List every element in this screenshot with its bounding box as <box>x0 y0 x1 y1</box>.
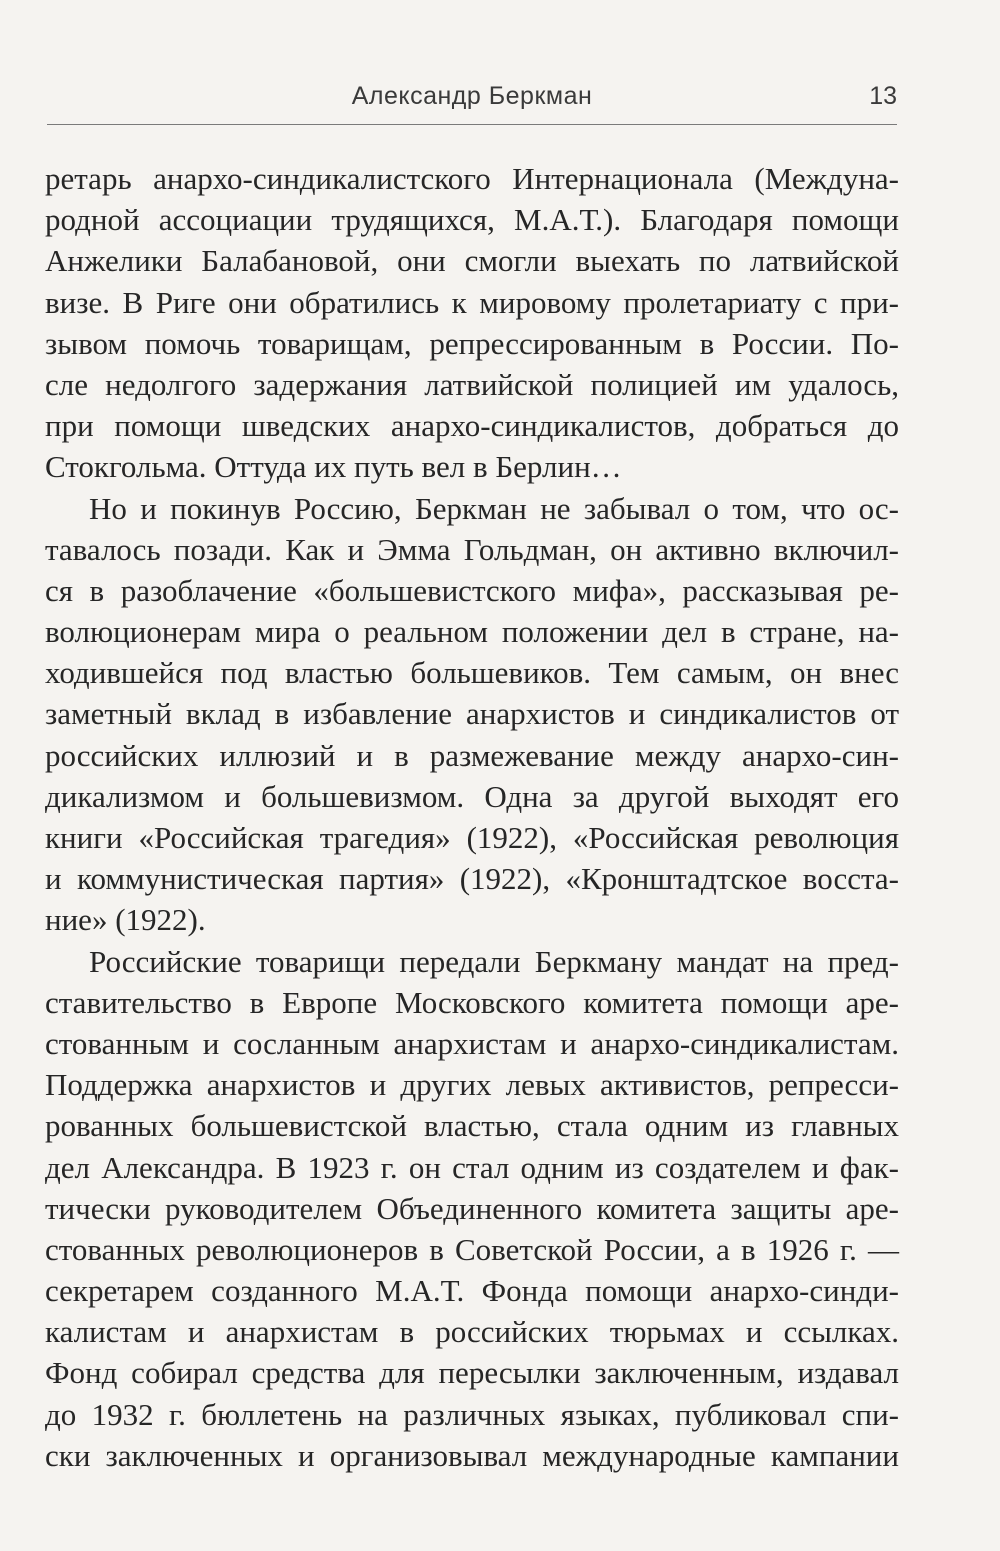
text-line: ние» (1922). <box>45 902 206 938</box>
text-line: ходившейся под властью большевиков. Тем самым, он внес <box>45 655 899 691</box>
text-line: ретарь анархо-синдикалистского Интернационала (Междуна- <box>45 161 899 196</box>
text-line: российских иллюзий и в размежевание между анархо-син- <box>45 737 899 773</box>
header-rule <box>47 124 897 125</box>
running-head-title: Александр Беркман <box>351 82 593 110</box>
text-line: ся в разоблачение «большевистского мифа», рассказывая ре- <box>45 572 899 608</box>
text-line: Анжелики Балабановой, они смогли выехать по латвийской <box>45 243 899 279</box>
text-line: книги «Российская трагедия» (1922), «Российская революция <box>45 820 899 855</box>
text-line: рованных большевистской властью, стала одним из главных <box>45 1108 899 1144</box>
text-line: Но и покинув Россию, Беркман не забывал о том, что ос- <box>89 490 899 526</box>
text-line: заметный вклад в избавление анархистов и синдикалистов от <box>45 696 899 732</box>
paragraph <box>45 488 899 941</box>
text-line: тавалось позади. Как и Эмма Гольдман, он активно включил- <box>45 531 899 567</box>
text-line: калистам и анархистам в российских тюрьмах и ссылках. <box>45 1314 899 1350</box>
text-line: ски заключенных и организовывал международные кампании <box>45 1437 899 1473</box>
text-line: и коммунистическая партия» (1922), «Кронштадтское восста- <box>45 861 899 897</box>
text-line: дикализмом и большевизмом. Одна за другой выходят его <box>45 778 899 814</box>
text-line: Фонд собирал средства для пересылки заключенным, издавал <box>45 1355 899 1391</box>
text-line: родной ассоциации трудящихся, М.А.Т.). Благодаря помощи <box>45 202 899 238</box>
text-line: тически руководителем Объединенного комитета защиты аре- <box>45 1190 899 1226</box>
text-line: дел Александра. В 1923 г. он стал одним из создателем и фак- <box>45 1149 899 1185</box>
text-line: стованным и сосланным анархистам и анархо-синдикалистам. <box>45 1025 899 1061</box>
text-line: при помощи шведских анархо-синдикалистов, добраться до <box>45 408 899 444</box>
text-line: ставительство в Европе Московского комитета помощи аре- <box>45 984 899 1020</box>
paragraph <box>45 941 899 1476</box>
text-line: волюционерам мира о реальном положении дел в стране, на- <box>45 614 899 650</box>
running-head <box>47 82 897 122</box>
page-number: 13 <box>869 82 897 110</box>
text-line: зывом помочь товарищам, репрессированным в России. По- <box>45 325 899 361</box>
text-line: Поддержка анархистов и других левых активистов, репресси- <box>45 1067 899 1103</box>
text-line: Стокгольма. Оттуда их путь вел в Берлин… <box>45 449 622 485</box>
text-line: до 1932 г. бюллетень на различных языках, публиковал спи- <box>45 1396 899 1432</box>
text-line: сле недолгого задержания латвийской полицией им удалось, <box>45 366 899 402</box>
text-line: Российские товарищи передали Беркману мандат на пред- <box>89 943 899 979</box>
text-line: визе. В Риге они обратились к мировому пролетариату с при- <box>45 284 899 320</box>
text-line: секретарем созданного М.А.Т. Фонда помощи анархо-синди- <box>45 1273 899 1309</box>
body-text <box>45 158 899 1476</box>
text-line: стованных революционеров в Советской России, а в 1926 г. — <box>45 1231 899 1267</box>
paragraph <box>45 158 899 488</box>
